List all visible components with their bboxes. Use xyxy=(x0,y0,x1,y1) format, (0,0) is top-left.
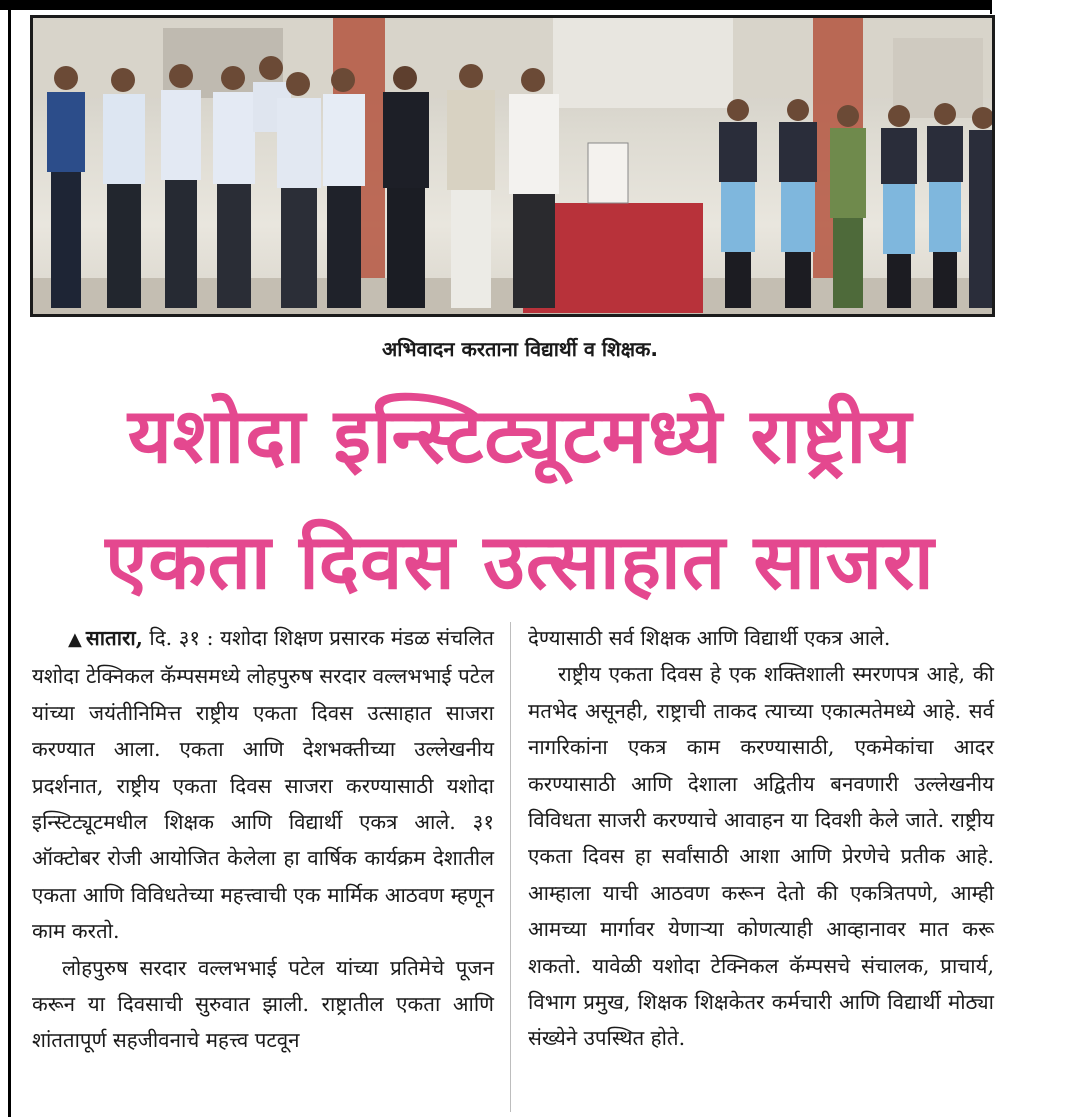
top-border-rule xyxy=(0,0,992,10)
paragraph-1-text: दि. ३१ : यशोदा शिक्षण प्रसारक मंडळ संचलित यशोदा टेक्निकल कॅम्पसमध्ये लोहपुरुष सरदार वल्लभभाई पटेल यांच्या जयंतीनिमित्त राष्ट्रीय एकता दिवस उत्साहात साजरा करण्यात आला. एकता आणि देशभक्तीच्या उल्लेखनीय प्रदर्शनात, राष्ट्रीय एकता दिवस साजरा करण्यासाठी यशोदा इन्स्टिट्यूटमधील शिक्षक आणि विद्यार्थी एकत्र आले. ३१ ऑक्टोबर रोजी आयोजित केलेला हा वार्षिक कार्यक्रम देशातील एकता आणि विविधतेच्या महत्त्वाची एक मार्मिक आठवण म्हणून काम करतो. xyxy=(32,626,494,944)
column-divider xyxy=(510,622,511,1112)
headline-line-1: यशोदा इन्स्टिट्यूटमध्ये राष्ट्रीय xyxy=(127,391,913,480)
article-column-left xyxy=(32,620,494,1059)
article-paragraph-2: लोहपुरुष सरदार वल्लभभाई पटेल यांच्या प्रतिमेचे पूजन करून या दिवसाची सुरुवात झाली. राष्ट्रातील एकता आणि शांततापूर्ण सहजीवनाचे महत्त्व पटवून xyxy=(32,955,494,1053)
left-border-rule xyxy=(8,10,11,1117)
article-paragraph-1 xyxy=(32,620,494,950)
right-border-tick xyxy=(990,0,992,14)
article-paragraph-3: राष्ट्रीय एकता दिवस हे एक शक्तिशाली स्मरणपत्र आहे, की मतभेद असूनही, राष्ट्राची ताकद त्याच्या एकात्मतेमध्ये आहे. सर्व नागरिकांना एकत्र काम करण्यासाठी, एकमेकांचा आदर करण्यासाठी आणि देशाला अद्वितीय बनवणारी उल्लेखनीय विविधता साजरी करण्याचे आवाहन या दिवशी केले जाते. राष्ट्रीय एकता दिवस हा सर्वांसाठी आशा आणि प्रेरणेचे प्रतीक आहे. आम्हाला याची आठवण करून देतो की एकत्रितपणे, आम्ही आमच्या मार्गावर येणाऱ्या कोणत्याही आव्हानावर मात करू शकतो. यावेळी यशोदा टेक्निकल कॅम्पसचे संचालक, प्राचार्य, विभाग प्रमुख, शिक्षक शिक्षकेतर कर्मचारी आणि विद्यार्थी मोठ्या संख्येने उपस्थित होते. xyxy=(528,662,994,1051)
group-photo-icon xyxy=(33,18,992,314)
triangle-bullet-icon: ▲ xyxy=(68,629,82,650)
photo-caption: अभिवादन करताना विद्यार्थी व शिक्षक. xyxy=(381,337,659,361)
article-column-right xyxy=(528,620,994,1057)
dateline-place: सातारा, xyxy=(85,626,143,650)
headline-line-2: एकता दिवस उत्साहात साजरा xyxy=(105,517,935,606)
group-photo xyxy=(30,15,995,317)
article-paragraph-2-continued: देण्यासाठी सर्व शिक्षक आणि विद्यार्थी एकत्र आले. xyxy=(528,626,891,650)
